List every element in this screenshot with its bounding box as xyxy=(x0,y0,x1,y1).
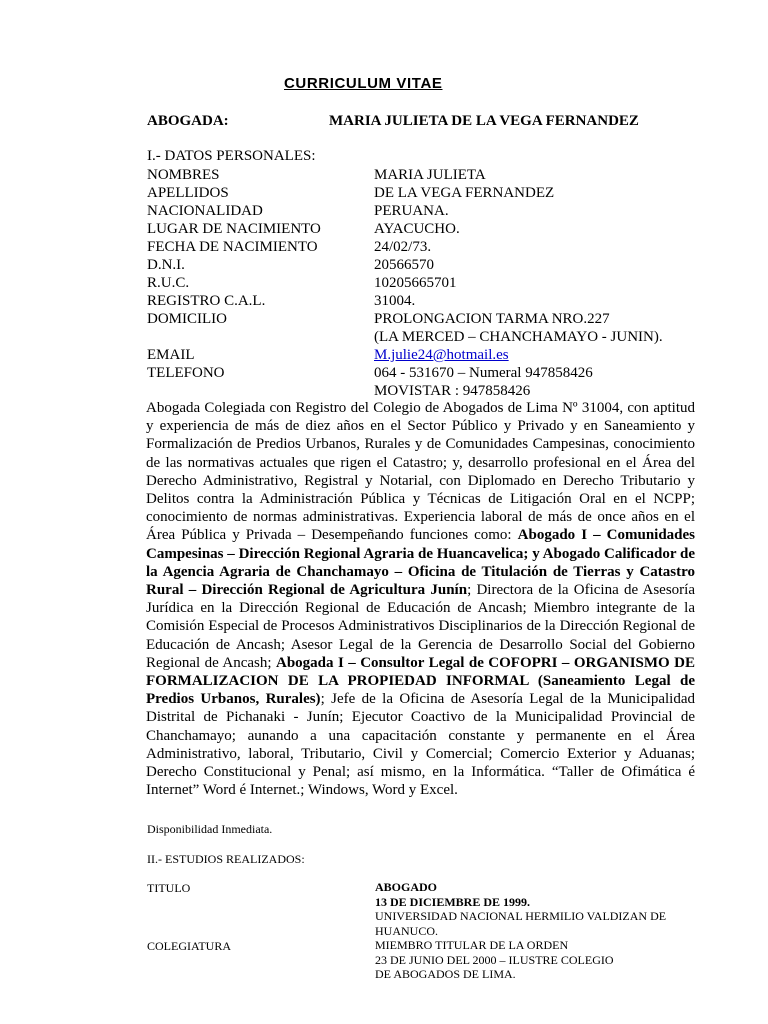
field-value: 20566570 xyxy=(374,257,434,273)
field-value: 10205665701 xyxy=(374,275,457,291)
field-value: DE LA VEGA FERNANDEZ xyxy=(374,185,555,201)
colegiatura-line: 23 DE JUNIO DEL 2000 – ILUSTRE COLEGIO xyxy=(375,952,614,967)
colegiatura-line: DE ABOGADOS DE LIMA. xyxy=(375,967,516,981)
field-label: NOMBRES xyxy=(147,167,220,183)
profile-text: ; Jefe de la Oficina de Asesoría Legal de la Municipalidad Distrital de Pichanaki - Junín; Ejecutor Coactivo de la Municipalidad Provincial de Chanchamayo; aunando a una capacitación constante y permanente en el Área Administrativo, laboral, Tributario, Civil y Comercial; Comercio Exterior y Aduanas; Derecho Constitucional y Penal; así mismo, en la Informática. “Taller de Ofimática é Internet” Word é Internet.; Windows, Word y Excel. xyxy=(146,691,696,799)
field-label: NACIONALIDAD xyxy=(147,203,263,219)
field-label: D.N.I. xyxy=(147,257,185,273)
field-value: 24/02/73. xyxy=(374,239,432,255)
titulo-details xyxy=(375,880,705,938)
field-value: AYACUCHO. xyxy=(374,221,460,237)
document-title: CURRICULUM VITAE xyxy=(284,75,443,92)
colegiatura-line: MIEMBRO TITULAR DE LA ORDEN xyxy=(375,938,569,952)
field-label: FECHA DE NACIMIENTO xyxy=(147,239,318,255)
profile-paragraph xyxy=(146,399,695,799)
field-value: PERUANA. xyxy=(374,203,449,219)
field-value: (LA MERCED – CHANCHAMAYO - JUNIN). xyxy=(374,329,663,345)
availability-note: Disponibilidad Inmediata. xyxy=(147,822,273,836)
field-label: EMAIL xyxy=(147,347,195,363)
field-label: DOMICILIO xyxy=(147,311,227,327)
titulo-university: UNIVERSIDAD NACIONAL HERMILIO VALDIZAN DE HUANUCO. xyxy=(375,909,667,938)
colegiatura-label: COLEGIATURA xyxy=(147,939,231,953)
titulo-label: TITULO xyxy=(147,881,191,895)
field-value: 31004. xyxy=(374,293,416,309)
field-value: 064 - 531670 – Numeral 947858426 xyxy=(374,365,593,381)
email-link[interactable]: M.julie24@hotmail.es xyxy=(374,347,509,363)
field-label: APELLIDOS xyxy=(147,185,229,201)
profile-text-bold: Abogado I – Comunidades Campesinas – Dirección Regional Agraria de Huancavelica; y Abogado Calificador de la Agencia Agraria de Chanchamayo – Oficina de Titulación de Tierras y Catastro Rural – Dirección Regional de Agricultura Junín xyxy=(146,527,696,599)
field-label: R.U.C. xyxy=(147,275,190,291)
section-studies-heading: II.- ESTUDIOS REALIZADOS: xyxy=(147,852,305,866)
field-label: REGISTRO C.A.L. xyxy=(147,293,266,309)
person-name: MARIA JULIETA DE LA VEGA FERNANDEZ xyxy=(329,113,639,129)
field-value: MOVISTAR : 947858426 xyxy=(374,383,531,399)
field-label: LUGAR DE NACIMIENTO xyxy=(147,221,321,237)
field-label: TELEFONO xyxy=(147,365,225,381)
titulo-degree: ABOGADO xyxy=(375,880,438,894)
section-personal-heading: I.- DATOS PERSONALES: xyxy=(147,148,316,164)
profile-text: Abogada Colegiada con Registro del Colegio de Abogados de Lima Nº 31004, con aptitud y experiencia de más de diez años en el Sector Público y Privado y en Saneamiento y Formalización de Predios Urbanos, Rurales y de Comunidades Campesinas, conocimiento de las normativas actuales que rigen el Catastro; y, desarrollo profesional en el Área del Derecho Administrativo, Registral y Notarial, con Diplomado en Derecho Tributario y Delitos contra la Administración Pública y Técnicas de Litigación Oral en el NCPP; conocimiento de normas administrativas. Experiencia laboral de más de once años en el Área Pública y Privada – Desempeñando funciones como: xyxy=(146,400,695,544)
field-value: MARIA JULIETA xyxy=(374,167,486,183)
colegiatura-details xyxy=(375,938,705,982)
profile-text: ; Directora de la Oficina de Asesoría Jurídica en la Dirección Regional de Educación de Ancash; Miembro integrante de la Comisión Especial de Procesos Administrativos Disciplinarios de la Dirección Regional de Educación de Ancash; Asesor Legal de la Gerencia de Desarrollo Social del Gobierno Regional de Ancash; xyxy=(146,582,695,671)
profile-text-bold: Abogada I – Consultor Legal de COFOPRI – ORGANISMO DE FORMALIZACION DE LA PROPIEDAD INFORMAL (Saneamiento Legal de Predios Urbanos, Rurales) xyxy=(146,654,695,708)
field-value: PROLONGACION TARMA NRO.227 xyxy=(374,311,610,327)
titulo-date: 13 DE DICIEMBRE DE 1999. xyxy=(375,894,531,909)
profession-label: ABOGADA: xyxy=(147,113,229,129)
